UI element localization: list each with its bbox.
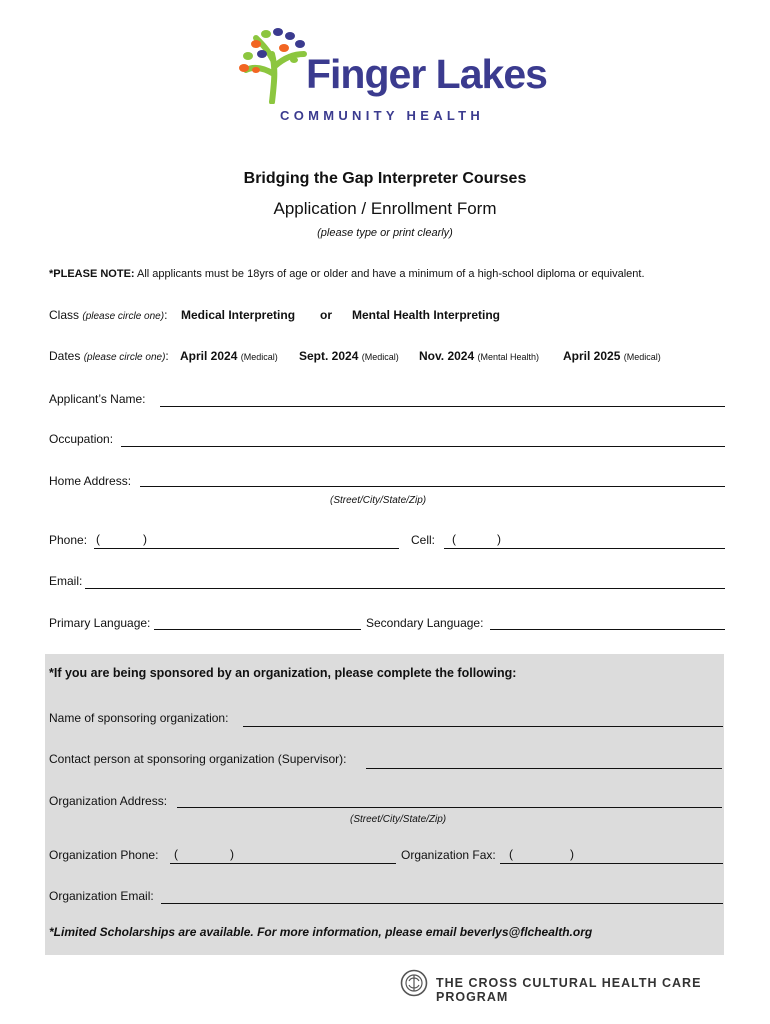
occupation-label: Occupation: <box>49 432 114 446</box>
org-phone-paren-close: ) <box>230 847 234 861</box>
cell-field[interactable] <box>444 548 725 549</box>
org-name-field[interactable] <box>243 726 723 727</box>
phone-paren-open: ( <box>96 532 100 546</box>
org-address-hint: (Street/City/State/Zip) <box>350 814 447 825</box>
org-address-label: Organization Address: <box>49 794 168 808</box>
org-phone-label: Organization Phone: <box>49 848 159 862</box>
class-option-mental-health[interactable]: Mental Health Interpreting <box>352 308 501 322</box>
org-email-label: Organization Email: <box>49 889 154 903</box>
date-option[interactable]: April 2025 (Medical) <box>563 349 661 363</box>
secondary-language-label: Secondary Language: <box>366 616 484 630</box>
logo-subtitle: COMMUNITY HEALTH <box>280 108 485 123</box>
contact-person-label: Contact person at sponsoring organization (Supervisor): <box>49 752 347 766</box>
phone-label: Phone: <box>49 533 88 547</box>
org-fax-paren-open: ( <box>509 847 513 861</box>
form-instruction: (please type or print clearly) <box>317 227 453 239</box>
class-option-medical[interactable]: Medical Interpreting <box>181 308 296 322</box>
footer-program-name: THE CROSS CULTURAL HEALTH CARE PROGRAM <box>436 976 702 1004</box>
org-email-field[interactable] <box>161 903 723 904</box>
cell-paren-open: ( <box>452 532 456 546</box>
org-address-field[interactable] <box>177 807 722 808</box>
primary-language-field[interactable] <box>154 629 361 630</box>
scholarship-note: *Limited Scholarships are available. For more information, please email beverlys@flchealth.org <box>49 925 593 939</box>
occupation-field[interactable] <box>121 446 725 447</box>
logo-name: Finger Lakes <box>306 51 547 97</box>
date-option[interactable]: April 2024 (Medical) <box>180 349 278 363</box>
cell-paren-close: ) <box>497 532 501 546</box>
org-fax-paren-close: ) <box>570 847 574 861</box>
phone-paren-close: ) <box>143 532 147 546</box>
tree-logo-icon <box>238 24 313 104</box>
note-label: *PLEASE NOTE: <box>49 268 135 280</box>
date-option[interactable]: Nov. 2024 (Mental Health) <box>419 349 540 363</box>
phone-field[interactable] <box>94 548 399 549</box>
applicant-name-label: Applicant’s Name: <box>49 392 146 406</box>
org-fax-field[interactable] <box>500 863 723 864</box>
cross-cultural-program-icon <box>400 969 428 997</box>
form-title: Bridging the Gap Interpreter Courses <box>243 170 527 187</box>
form-subtitle: Application / Enrollment Form <box>273 199 497 218</box>
dates-label: Dates (please circle one): <box>49 349 169 363</box>
email-field[interactable] <box>85 588 725 589</box>
org-fax-label: Organization Fax: <box>401 848 496 862</box>
sponsor-heading: *If you are being sponsored by an organization, please complete the following: <box>49 666 517 680</box>
class-label: Class (please circle one): <box>49 308 168 322</box>
address-hint: (Street/City/State/Zip) <box>330 495 427 506</box>
org-name-label: Name of sponsoring organization: <box>49 711 229 725</box>
note-text: All applicants must be 18yrs of age or older and have a minimum of a high-school diploma or equivalent. <box>134 268 645 280</box>
eligibility-note <box>49 268 645 280</box>
applicant-name-field[interactable] <box>160 406 725 407</box>
secondary-language-field[interactable] <box>490 629 725 630</box>
cell-label: Cell: <box>411 533 436 547</box>
org-phone-paren-open: ( <box>174 847 178 861</box>
home-address-label: Home Address: <box>49 474 132 488</box>
org-phone-field[interactable] <box>170 863 396 864</box>
class-or-text: or <box>320 308 332 322</box>
email-label: Email: <box>49 574 83 588</box>
primary-language-label: Primary Language: <box>49 616 151 630</box>
contact-person-field[interactable] <box>366 768 722 769</box>
date-option[interactable]: Sept. 2024 (Medical) <box>299 349 399 363</box>
home-address-field[interactable] <box>140 486 725 487</box>
